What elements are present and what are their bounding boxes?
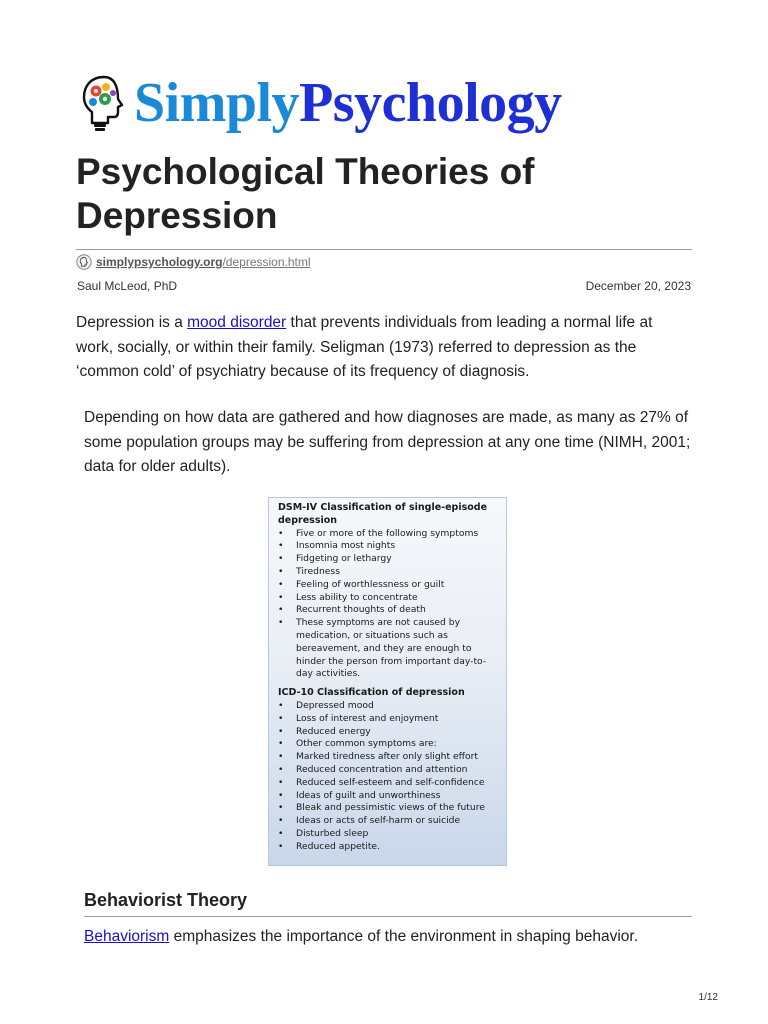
logo-simply-text: Simply xyxy=(134,72,300,134)
mood-disorder-link[interactable]: mood disorder xyxy=(187,314,287,331)
dsm-list xyxy=(278,528,500,682)
source-domain: simplypsychology.org xyxy=(96,255,223,269)
classification-figure xyxy=(268,497,507,866)
favicon-icon xyxy=(76,254,92,270)
site-logo[interactable] xyxy=(78,70,690,136)
list-item: • Other common symptoms are: xyxy=(278,738,500,751)
list-item: • Ideas or acts of self-harm or suicide xyxy=(278,815,500,828)
section-heading: Behaviorist Theory xyxy=(84,890,248,910)
list-item: • Fidgeting or lethargy xyxy=(278,553,500,566)
list-item: • Marked tiredness after only slight effort xyxy=(278,751,500,764)
list-item: • Insomnia most nights xyxy=(278,540,500,553)
source-url[interactable] xyxy=(96,255,311,269)
intro-paragraph xyxy=(76,311,688,385)
list-item: • Reduced appetite. xyxy=(278,841,500,854)
source-link[interactable] xyxy=(76,253,311,271)
list-item: • Depressed mood xyxy=(278,700,500,713)
page-number: 1/12 xyxy=(698,992,718,1003)
list-item: • Reduced self-esteem and self-confidence xyxy=(278,777,500,790)
behaviorism-link[interactable]: Behaviorism xyxy=(84,928,170,945)
list-item: • Loss of interest and enjoyment xyxy=(278,713,500,726)
source-path: /depression.html xyxy=(222,255,311,269)
statistics-paragraph: Depending on how data are gathered and how diagnoses are made, as many as 27% of some population groups may be suffering from depression at any one time (NIMH, 2001; data for older adults). xyxy=(84,409,691,475)
section-divider xyxy=(84,916,692,917)
icd-heading: ICD-10 Classification of depression xyxy=(278,687,465,699)
list-item: • Ideas of guilt and unworthiness xyxy=(278,790,500,803)
behaviorism-paragraph xyxy=(84,925,696,950)
list-item: • These symptoms are not caused by medication, or situations such as bereavement, and they are enough to hinder the person from important day-to-day activities. xyxy=(278,617,500,681)
list-item: • Recurrent thoughts of death xyxy=(278,604,500,617)
list-item: • Bleak and pessimistic views of the future xyxy=(278,802,500,815)
list-item: • Reduced concentration and attention xyxy=(278,764,500,777)
list-item: • Reduced energy xyxy=(278,726,500,739)
behaviorism-text: emphasizes the importance of the environment in shaping behavior. xyxy=(169,928,639,945)
author: Saul McLeod, PhD xyxy=(77,279,178,293)
logo-psychology-text: Psychology xyxy=(299,72,562,134)
head-gears-logo-icon xyxy=(78,71,130,135)
page-title: Psychological Theories of Depression xyxy=(76,151,535,236)
list-item: • Feeling of worthlessness or guilt xyxy=(278,579,500,592)
icd-list xyxy=(278,700,500,854)
intro-text-start: Depression is a xyxy=(76,314,188,331)
dsm-heading: DSM-IV Classification of single-episode depression xyxy=(278,502,488,526)
list-item: • Disturbed sleep xyxy=(278,828,500,841)
title-divider xyxy=(76,249,692,250)
list-item: • Five or more of the following symptoms xyxy=(278,528,500,541)
intro-text-end: that prevents individuals from leading a normal life at work, socially, or within their family. Seligman (1973) referred to depression as the ‘common cold’ of psychiatry because of its frequency of diagnosis. xyxy=(76,314,653,380)
publish-date: December 20, 2023 xyxy=(585,279,691,293)
list-item: • Less ability to concentrate xyxy=(278,592,500,605)
list-item: • Tiredness xyxy=(278,566,500,579)
